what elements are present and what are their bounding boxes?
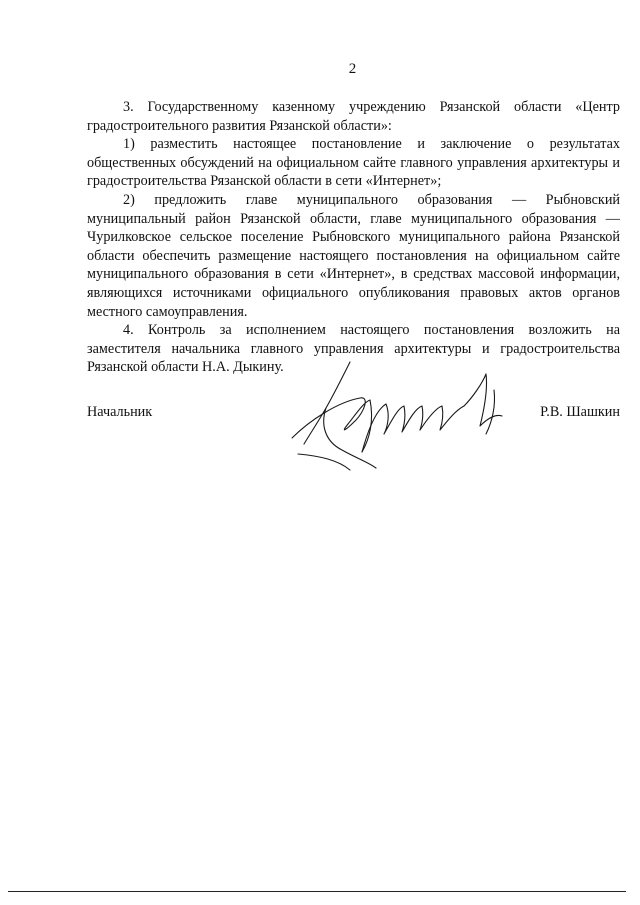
signatory-name: Р.В. Шашкин [540, 404, 620, 420]
paragraph-4: 4. Контроль за исполнением настоящего постановления возложить на заместителя начальника главного управления архитектуры и градостроительства Рязанской области Н.А. Дыкину. [87, 322, 620, 376]
handwritten-signature [290, 360, 520, 475]
footer-divider [8, 891, 626, 892]
paragraph-3: 3. Государственному казенному учреждению Рязанской области «Центр градостроительного развития Рязанской области»: [87, 99, 620, 134]
page-number: 2 [348, 61, 357, 77]
paragraph-3-item-2: 2) предложить главе муниципального образования — Рыбновский муниципальный район Рязанской области, главе муниципального образования — Чурилковское сельское поселение Рыбновского муниципального района Рязанской области обеспечить размещение настоящего постановления на официальном сайте муниципального образования в сети «Интернет», в средствах массовой информации, являющихся источниками официального опубликования правовых актов органов местного самоуправления. [87, 191, 620, 320]
paragraph-3-item-1: 1) разместить настоящее постановление и заключение о результатах общественных обсуждений на официальном сайте главного управления архитектуры и градостроительства Рязанской области в сети «Интернет»; [87, 136, 620, 190]
document-body [87, 98, 620, 377]
signatory-title: Начальник [87, 404, 153, 420]
